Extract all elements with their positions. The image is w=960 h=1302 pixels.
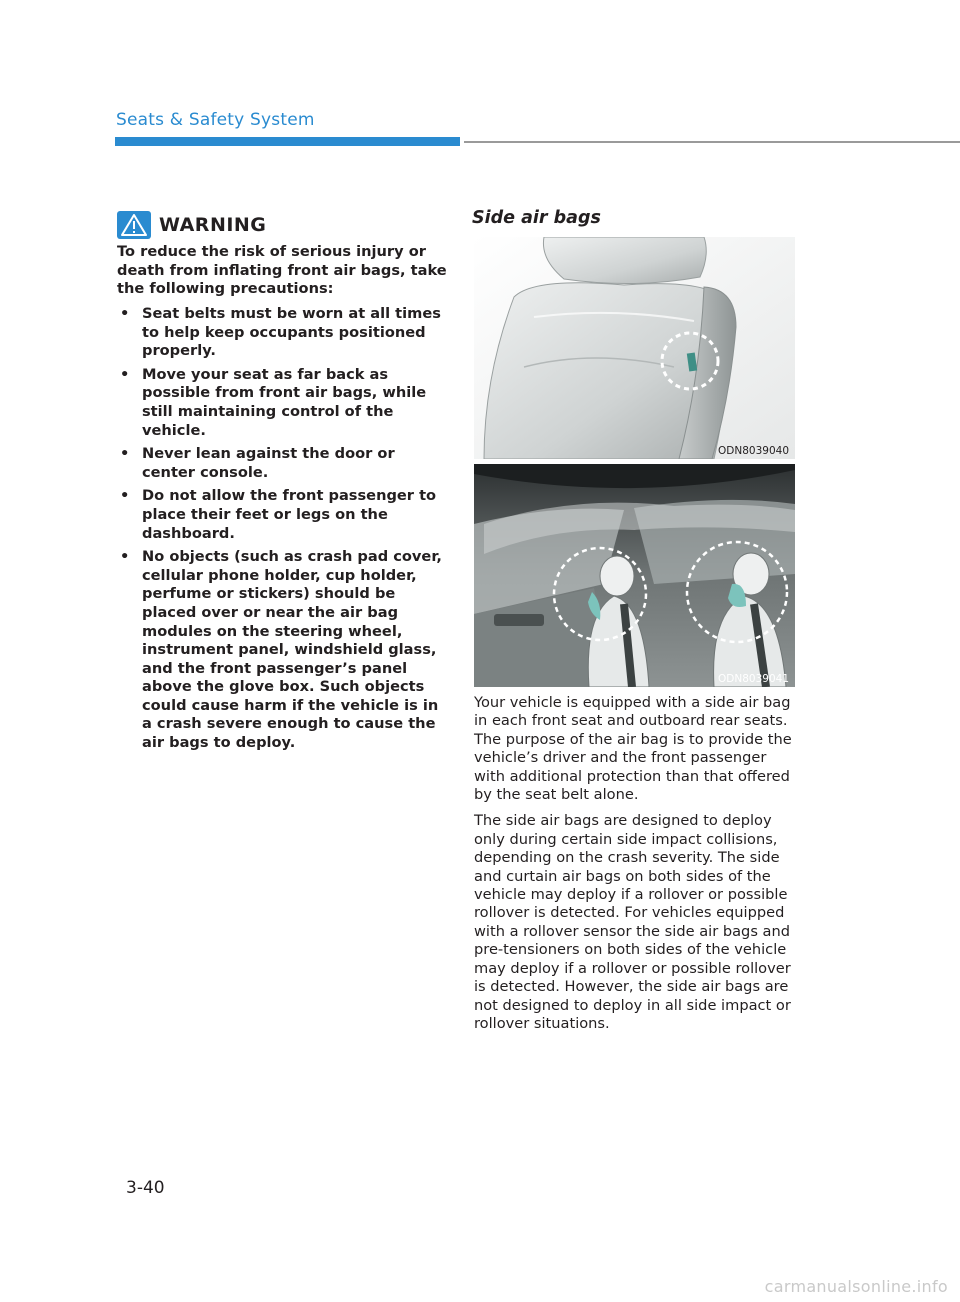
list-item: • Never lean against the door or center console. xyxy=(117,445,447,482)
figure-caption: ODN8039040 xyxy=(718,445,789,457)
list-item: • Seat belts must be worn at all times to help keep occupants positioned properly. xyxy=(117,305,447,361)
warning-title: WARNING xyxy=(159,214,267,236)
figure-caption: ODN8039041 xyxy=(718,673,789,685)
seat-illustration xyxy=(474,237,795,459)
list-item: • Move your seat as far back as possible from front air bags, while still maintaining control of the vehicle. xyxy=(117,366,447,440)
side-airbags-body xyxy=(474,694,799,1041)
paragraph: The side air bags are designed to deploy only during certain side impact collisions, depending on the crash severity. The side and curtain air bags on both sides of the vehicle may deploy if a rollover or possible rollover is detected. For vehicles equipped with a rollover sensor the side air bags and pre-tensioners on both sides of the vehicle may deploy if a rollover or possible rollover is detected. However, the side air bags are not designed to deploy in all side impact or rollover situations. xyxy=(474,812,791,1032)
watermark: carmanualsonline.info xyxy=(764,1277,948,1296)
header-rule-accent xyxy=(115,137,460,146)
side-airbags-title: Side air bags xyxy=(472,208,601,228)
cabin-illustration xyxy=(474,464,795,687)
warning-triangle-icon xyxy=(117,211,151,239)
header-rule xyxy=(464,141,960,143)
warning-intro: To reduce the risk of serious injury or death from inflating front air bags, take the following precautions: xyxy=(117,243,447,298)
list-item: • No objects (such as crash pad cover, cellular phone holder, cup holder, perfume or stickers) should be placed over or near the air bag modules on the steering wheel, instrument panel, windshield glass, and the front passenger’s panel above the glove box. Such objects could cause harm if the vehicle is in a crash severe enough to cause the air bags to deploy. xyxy=(117,548,447,753)
warning-list xyxy=(117,305,447,758)
page-number: 3-40 xyxy=(126,1178,165,1198)
warning-header xyxy=(117,211,266,239)
cabin-airbag-figure xyxy=(474,464,795,687)
seat-airbag-figure xyxy=(474,237,795,459)
section-title: Seats & Safety System xyxy=(116,110,315,130)
list-item: • Do not allow the front passenger to place their feet or legs on the dashboard. xyxy=(117,487,447,543)
paragraph: Your vehicle is equipped with a side air bag in each front seat and outboard rear seats. The purpose of the air bag is to provide the vehicle’s driver and the front passenger with additional protection than that offered by the seat belt alone. xyxy=(474,694,792,804)
